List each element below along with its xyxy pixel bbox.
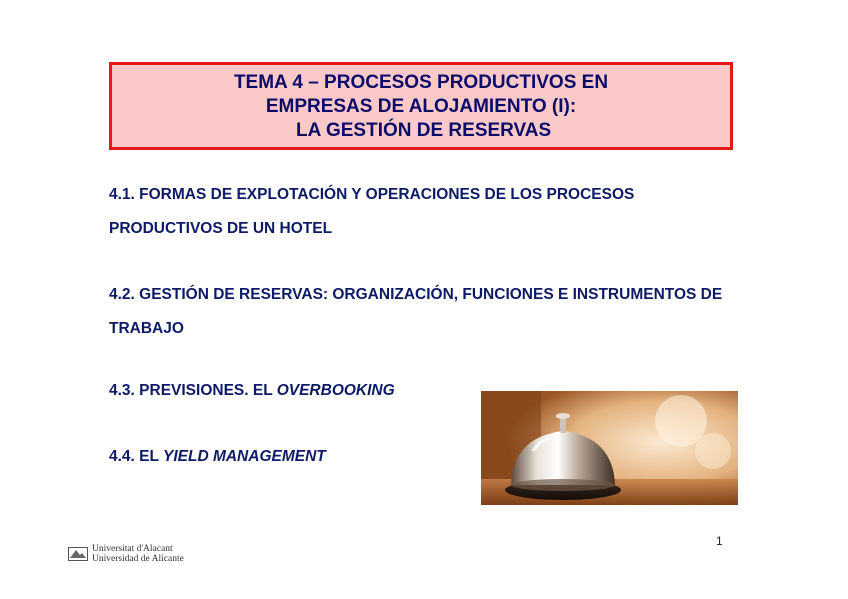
logo-line-2: Universidad de Alicante <box>92 554 184 564</box>
section-4-4 <box>109 440 326 474</box>
reception-bell-photo <box>481 391 738 505</box>
section-4-3-prefix: 4.3. PREVISIONES. EL <box>109 382 277 399</box>
title-line-3: LA GESTIÓN DE RESERVAS <box>290 120 552 141</box>
title-line-1: TEMA 4 – PROCESOS PRODUCTIVOS EN <box>233 72 609 93</box>
section-4-3-emphasis: OVERBOOKING <box>276 382 395 399</box>
logo-line-1: Universitat d'Alacant <box>92 544 173 554</box>
section-4-4-emphasis: YIELD MANAGEMENT <box>163 448 326 465</box>
page-number: 1 <box>716 534 723 548</box>
university-emblem-icon <box>68 547 88 561</box>
logo-text-block <box>92 544 184 564</box>
reception-bell-illustration <box>481 391 738 505</box>
section-4-4-prefix: 4.4. EL <box>109 448 163 465</box>
section-4-3 <box>109 374 395 408</box>
section-4-2: 4.2. GESTIÓN DE RESERVAS: ORGANIZACIÓN, FUNCIONES E INSTRUMENTOS DE TRABAJO <box>109 286 723 337</box>
title-box <box>109 62 733 150</box>
title-line-2: EMPRESAS DE ALOJAMIENTO (I): <box>265 96 577 117</box>
university-logo <box>68 544 184 564</box>
section-4-1: 4.1. FORMAS DE EXPLOTACIÓN Y OPERACIONES DE LOS PROCESOS PRODUCTIVOS DE UN HOTEL <box>109 186 635 237</box>
